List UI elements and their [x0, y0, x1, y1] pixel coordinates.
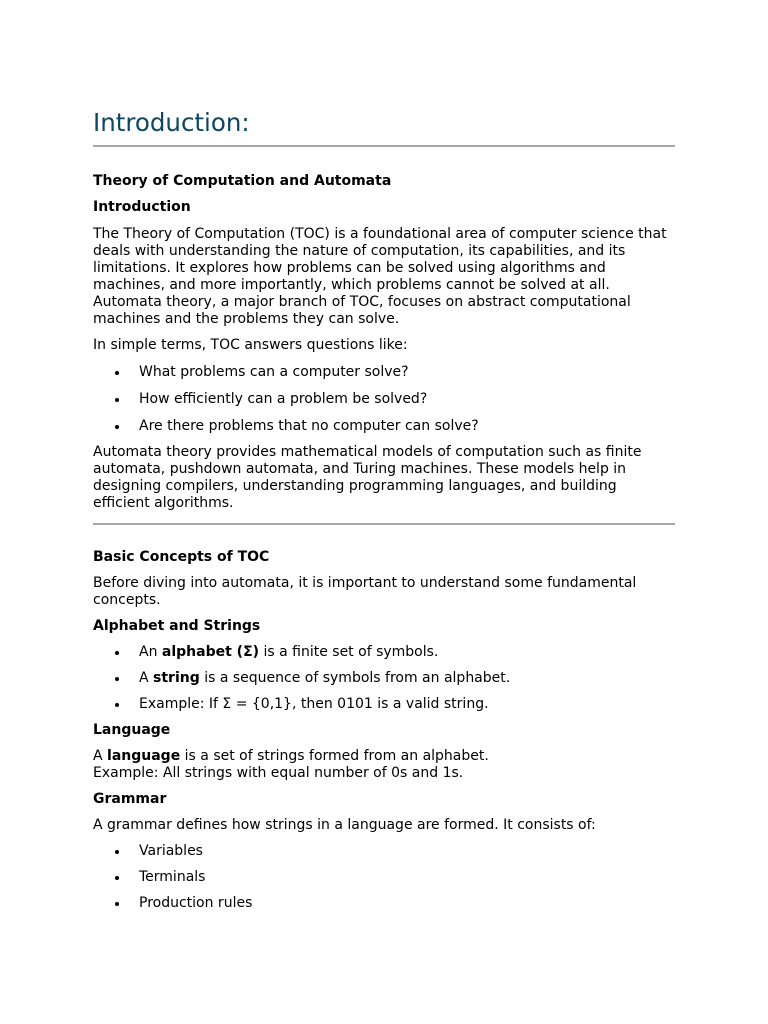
string-term: string: [153, 670, 200, 686]
divider: [93, 145, 675, 147]
language-term: language: [107, 748, 181, 764]
bullet-icon: [115, 651, 119, 655]
list-item: [93, 895, 675, 912]
basic-concepts-heading: Basic Concepts of TOC: [93, 549, 270, 565]
list-item-text: Variables: [139, 843, 203, 859]
grammar-list: [93, 843, 675, 912]
section-subtitle: Theory of Computation and Automata: [93, 173, 392, 189]
language-example: Example: All strings with equal number of 0s and 1s.: [93, 765, 464, 781]
alphabet-list: [93, 644, 675, 713]
bullet-icon: [115, 677, 119, 681]
list-item: [93, 843, 675, 860]
language-heading: Language: [93, 722, 171, 738]
list-item-text: Example: If Σ = {0,1}, then 0101 is a valid string.: [139, 696, 489, 712]
list-item: [93, 391, 675, 408]
bullet-icon: [115, 876, 119, 880]
automata-paragraph: Automata theory provides mathematical models of computation such as finite automata, pushdown automata, and Turing machines. These models help in designing compilers, understanding programming languages, and building efficient algorithms.: [93, 444, 642, 511]
list-item: [93, 696, 675, 713]
list-item-text: Production rules: [139, 895, 253, 911]
introduction-heading: Introduction: [93, 199, 191, 215]
bullet-icon: [115, 398, 119, 402]
list-item-text: Terminals: [139, 869, 206, 885]
divider: [93, 523, 675, 525]
list-item: [93, 869, 675, 886]
intro-paragraph: The Theory of Computation (TOC) is a foundational area of computer science that deals with understanding the nature of computation, its capabilities, and its limitations. It explores how problems can be solved using algorithms and machines, and more importantly, which problems cannot be solved at all. Automata theory, a major branch of TOC, focuses on abstract computational machines and the problems they can solve.: [93, 226, 667, 327]
list-item: A string is a sequence of symbols from an alphabet.: [93, 670, 675, 687]
toc-questions-list: [93, 364, 675, 435]
language-paragraph: A language is a set of strings formed from an alphabet. Example: All strings with equal number of 0s and 1s.: [93, 748, 489, 781]
bullet-icon: [115, 902, 119, 906]
list-item: [93, 418, 675, 435]
alphabet-strings-heading: Alphabet and Strings: [93, 618, 261, 634]
alphabet-term: alphabet (Σ): [161, 644, 260, 660]
list-item-text: How efficiently can a problem be solved?: [139, 391, 428, 407]
basic-concepts-paragraph: Before diving into automata, it is important to understand some fundamental concepts.: [93, 575, 637, 608]
document-content: [93, 108, 675, 912]
grammar-heading: Grammar: [93, 791, 167, 807]
grammar-paragraph: A grammar defines how strings in a language are formed. It consists of:: [93, 817, 596, 833]
list-item: An alphabet (Σ) is a finite set of symbols.: [93, 644, 675, 661]
list-item-text: Are there problems that no computer can solve?: [139, 418, 479, 434]
bullet-icon: [115, 371, 119, 375]
page-title: Introduction:: [93, 108, 250, 137]
bullet-icon: [115, 850, 119, 854]
bullet-icon: [115, 425, 119, 429]
bullet-icon: [115, 703, 119, 707]
list-item: [93, 364, 675, 381]
toc-questions-lead: In simple terms, TOC answers questions like:: [93, 337, 408, 353]
list-item-text: What problems can a computer solve?: [139, 364, 409, 380]
